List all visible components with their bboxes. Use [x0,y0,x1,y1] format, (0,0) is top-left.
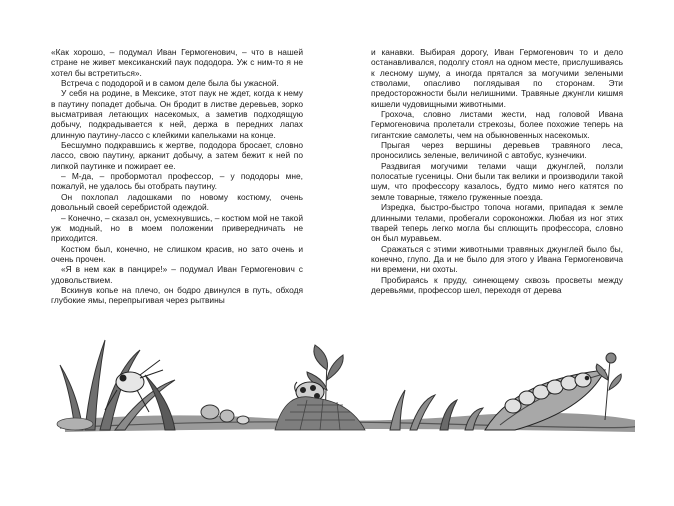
pinecone [275,397,365,430]
paragraph: Бесшумно подкравшись к жертве, пододора бросает, словно лассо, свою паутину, арканит добычу, а затем бежит к ней по липкой паутинке и пожирает ее. [51,140,303,171]
paragraph: Костюм был, конечно, не слишком красив, но зато очень и очень прочен. [51,243,303,264]
paragraph: Раздвигая могучими телами чащи джунглей, ползли полосатые гусеницы. Они были так велики и производили такой шум, что профессору казалось, будто мимо него катятся по земле товарные, тяжело груженные поезда. [371,160,623,202]
paragraph: Пробираясь к пруду, синеющему сквозь просветы между деревьями, профессор шел, переходя от дерева [371,274,623,295]
paragraph: Вскинув копье на плечо, он бодро двинулся в путь, обходя глубокие ямы, перепрыгивая через рытвины [51,284,303,306]
left-rock [57,418,93,430]
paragraph: – Конечно, – сказал он, усмехнувшись, – костюм мой не такой уж модный, но в моем положении привередничать не приходится. [51,212,303,244]
paragraph: Сражаться с этими животными травяных джунглей было бы, конечно, глупо. Да и не было для этого у Ивана Гермогеновича ни времени, ни охоты. [371,243,623,275]
paragraph: Встреча с пододорой и в самом деле была бы ужасной. [61,78,279,89]
paragraph: Прыгая через вершины деревьев травяного леса, проносились зеленые, величиной с автобус, кузнечики. [371,140,623,161]
left-page-column [51,47,303,306]
right-sprout [596,353,621,420]
paragraph: Изредка, быстро-быстро топоча ногами, припадая к земле длинными телами, пробегали сороконожки. Любая из ног этих тварей теперь легко могла бы сплющить профессора, словно он был муравьем. [371,202,623,244]
paragraph: – М-да, – пробормотал профессор, – у пододоры мне, пожалуй, не удалось бы отобрать паутину. [51,171,303,192]
paragraph: и канавки. Выбирая дорогу, Иван Гермогенович то и дело останавливался, подолгу стоял на одном месте, прислушиваясь к лесному шуму, а иногда прятался за могучими зелеными стволами, опасливо поглядывая по сторонам. Эти предосторожности были нелишними. Травяные джунгли кишмя кишели чудовищными животными. [371,47,623,109]
right-page-column [371,47,623,295]
paragraph: У себя на родине, в Мексике, этот паук не ждет, когда к нему в паутину попадет добыча. Он бродит в листве деревьев, зорко высматривая летающих насекомых, а заметив подходящую добычу, подкрадывается к ней, держа в передних лапах длинную паутину-лассо с клейкими капельками на конце. [51,88,303,140]
paragraph: «Как хорошо, – подумал Иван Гермогенович, – что в нашей стране не живет мексиканский паук пододора. Уж с ним-то я не хотел бы встретиться». [51,47,303,78]
paragraph: Грохоча, словно листами жести, над головой Ивана Гермогеновича пролетали стрекозы, более похожие теперь на гигантские самолеты, чем на обыкновенных насекомых. [371,109,623,140]
paragraph: «Я в нем как в панцире!» – подумал Иван Гермогенович с удовольствием. [51,264,303,285]
grass-jungle-scene-illustration [45,320,635,450]
paragraph: Он похлопал ладошками по новому костюму, очень довольный своей серебристой одеждой. [51,191,303,213]
